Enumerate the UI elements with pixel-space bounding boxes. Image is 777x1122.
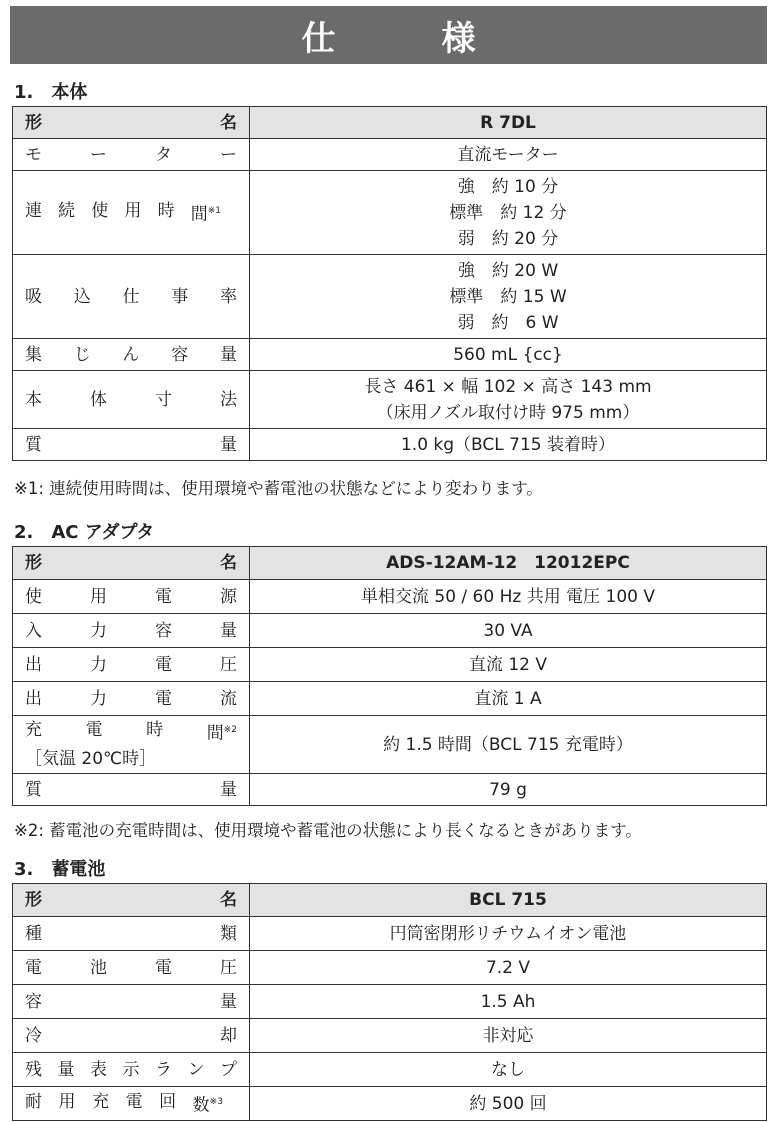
label-charge-condition: ［気温 20℃時］ — [25, 749, 157, 770]
row-value: 1.0 kg（BCL 715 装着時） — [250, 429, 767, 461]
table-row — [13, 951, 767, 985]
label-dust-capacity: 集 じ ん 容 量 — [25, 344, 237, 365]
label-battery-voltage: 電 池 電 圧 — [25, 957, 237, 978]
label-type: 種 類 — [25, 923, 237, 944]
table-row — [13, 1019, 767, 1053]
table-row — [13, 547, 767, 580]
row-value: 1.5 Ah — [250, 985, 767, 1019]
footnote-mark: ※1 — [207, 205, 221, 216]
dimensions-nozzle: （床用ノズル取付け時 975 mm） — [376, 402, 640, 423]
label-model: 形 名 — [25, 112, 237, 133]
row-value: R 7DL — [250, 107, 767, 139]
page-title: 仕 様 — [10, 6, 767, 64]
table-row — [13, 171, 767, 255]
row-value: なし — [250, 1053, 767, 1087]
label-motor: モ ー タ ー — [25, 144, 237, 165]
spec-table-adapter — [12, 546, 767, 806]
label-charge-time: 充 電 時 間$^{※2}$ — [25, 719, 237, 744]
suction-weak: 弱 約 6 W — [457, 312, 559, 333]
label-dimensions: 本 体 寸 法 — [25, 389, 237, 410]
row-value: 直流モーター — [250, 139, 767, 171]
section-heading-body: 1. 本体 — [14, 82, 88, 103]
label-power-source: 使 用 電 源 — [25, 586, 237, 607]
row-value: 非対応 — [250, 1019, 767, 1053]
section-heading-adapter: 2. AC アダプタ — [14, 522, 155, 543]
table-row — [13, 985, 767, 1019]
label-input-capacity: 入 力 容 量 — [25, 620, 237, 641]
table-row — [13, 429, 767, 461]
label-model: 形 名 — [25, 890, 237, 910]
label-model: 形 名 — [25, 553, 237, 573]
table-row — [13, 884, 767, 917]
footnote-mark: ※2 — [223, 724, 237, 735]
row-value: ADS-12AM-12 12012EPC — [250, 547, 767, 580]
table-row — [13, 580, 767, 614]
label-capacity: 容 量 — [25, 991, 237, 1012]
table-row — [13, 1087, 767, 1121]
table-row — [13, 614, 767, 648]
row-value: 単相交流 50 / 60 Hz 共用 電圧 100 V — [250, 580, 767, 614]
row-value: 7.2 V — [250, 951, 767, 985]
runtime-weak: 弱 約 20 分 — [457, 228, 559, 249]
label-output-current: 出 力 電 流 — [25, 688, 237, 709]
row-value: 約 500 回 — [250, 1087, 767, 1121]
table-row — [13, 716, 767, 774]
footnote-1: ※1: 連続使用時間は、使用環境や蓄電池の状態などにより変わります。 — [14, 479, 543, 498]
label-charge-cycles: 耐 用 充 電 回 数$^{※3}$ — [25, 1091, 223, 1116]
label-remaining-lamp: 残 量 表 示 ラ ン プ — [25, 1059, 237, 1080]
row-value: 30 VA — [250, 614, 767, 648]
row-value: 79 g — [250, 774, 767, 806]
table-row — [13, 774, 767, 806]
table-row — [13, 339, 767, 371]
table-row — [13, 682, 767, 716]
row-value: BCL 715 — [250, 884, 767, 917]
section-heading-battery: 3. 蓄電池 — [14, 859, 106, 880]
table-row — [13, 1053, 767, 1087]
dimensions-main: 長さ 461 × 幅 102 × 高さ 143 mm — [364, 376, 652, 397]
label-suction: 吸 込 仕 事 率 — [25, 286, 237, 307]
table-row — [13, 255, 767, 339]
row-value: 円筒密閉形リチウムイオン電池 — [250, 917, 767, 951]
row-value: 約 1.5 時間（BCL 715 充電時） — [250, 716, 767, 774]
footnote-mark: ※3 — [209, 1096, 223, 1107]
row-value: 直流 12 V — [250, 648, 767, 682]
spec-table-body — [12, 106, 767, 461]
label-cooling: 冷 却 — [25, 1025, 237, 1046]
footnote-2: ※2: 蓄電池の充電時間は、使用環境や蓄電池の状態により長くなるときがあります。 — [14, 821, 642, 840]
label-mass: 質 量 — [25, 779, 237, 800]
table-row — [13, 371, 767, 429]
table-row — [13, 648, 767, 682]
row-label — [13, 107, 250, 139]
suction-strong: 強 約 20 W — [457, 260, 559, 281]
label-output-voltage: 出 力 電 圧 — [25, 654, 237, 675]
table-row — [13, 917, 767, 951]
table-row — [13, 139, 767, 171]
spec-table-battery — [12, 883, 767, 1121]
row-value: 直流 1 A — [250, 682, 767, 716]
label-runtime: 連 続 使 用 時 間$^{※1}$ — [25, 200, 221, 225]
runtime-strong: 強 約 10 分 — [457, 176, 559, 197]
suction-standard: 標準 約 15 W — [449, 286, 567, 307]
table-row — [13, 107, 767, 139]
row-value: 560 mL {cc} — [250, 339, 767, 371]
label-mass: 質 量 — [25, 434, 237, 455]
runtime-standard: 標準 約 12 分 — [449, 202, 567, 223]
